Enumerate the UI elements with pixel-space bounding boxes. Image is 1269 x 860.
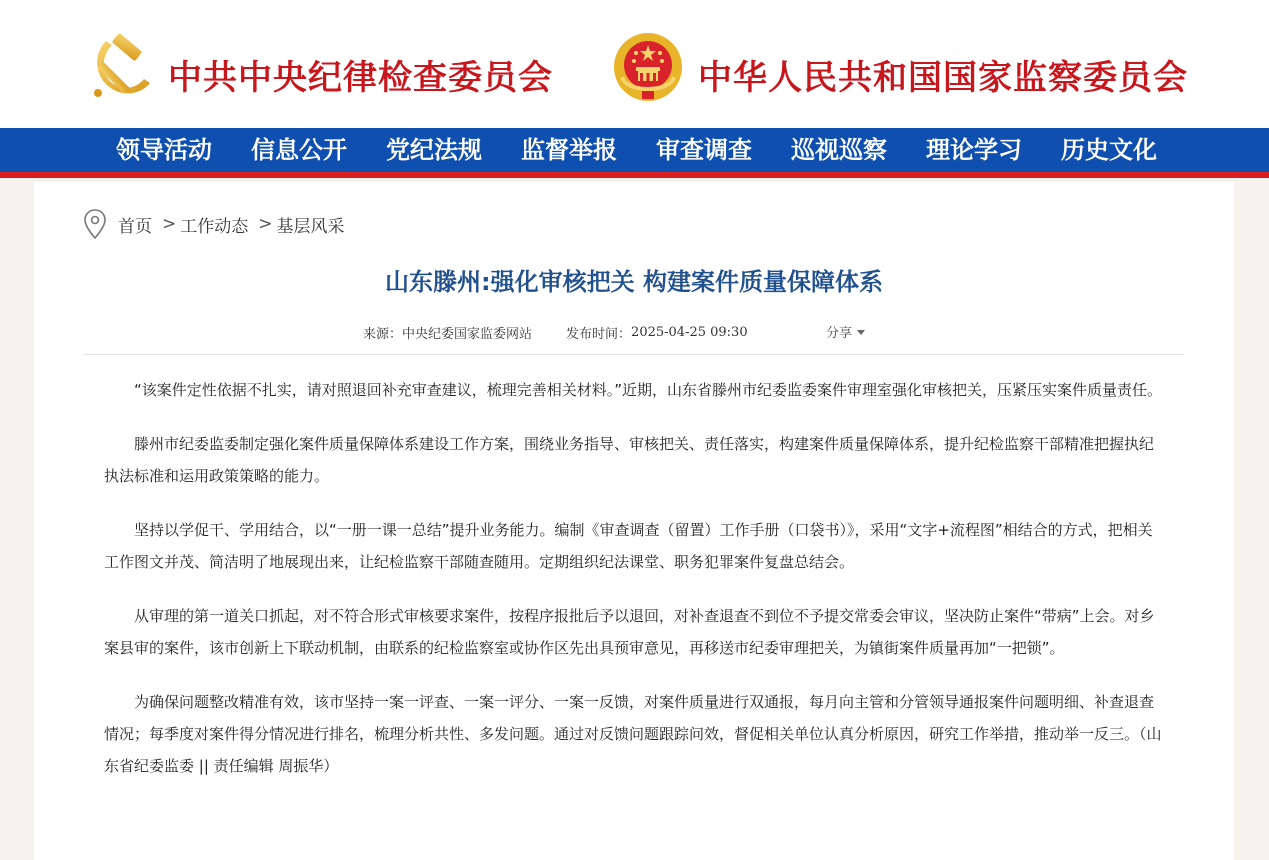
nav-item-supervision[interactable]: 监督举报 [521, 135, 617, 164]
location-pin-icon [84, 209, 106, 239]
main-nav [0, 128, 1269, 178]
paragraph: 坚持以学促干、学用结合，以“一册一课一总结”提升业务能力。编制《审查调查（留置）工作手册（口袋书）》，采用“文字+流程图”相结合的方式，把相关工作图文并茂、简洁明了地展现出来，让纪检监察干部随查随用。定期组织纪法课堂、职务犯罪案件复盘总结会。 [104, 521, 1153, 571]
nav-item-inspection[interactable]: 巡视巡察 [791, 135, 887, 164]
site-header [0, 0, 1269, 128]
nav-item-theory[interactable]: 理论学习 [926, 135, 1022, 164]
chevron-down-icon [857, 330, 865, 335]
nav-item-investigation[interactable]: 审查调查 [656, 135, 752, 164]
nsc-title: 中华人民共和国国家监察委员会 [698, 58, 1188, 98]
share-button[interactable] [826, 322, 865, 341]
divider [84, 354, 1184, 355]
paragraph: “该案件定性依据不扎实，请对照退回补充审查建议，梳理完善相关材料。”近期，山东省滕州市纪委监委案件审理室强化审核把关，压紧压实案件质量责任。 [134, 381, 1163, 399]
source-label: 来源： [363, 327, 403, 342]
breadcrumb-grassroots[interactable]: 基层风采 [276, 216, 345, 237]
breadcrumb-home[interactable]: 首页 [118, 216, 152, 237]
time-label: 发布时间： [566, 327, 632, 342]
nav-item-leadership[interactable]: 领导活动 [116, 135, 212, 164]
nav-item-history[interactable]: 历史文化 [1061, 135, 1157, 164]
paragraph: 从审理的第一道关口抓起，对不符合形式审核要求案件，按程序报批后予以退回，对补查退查不到位不予提交常委会审议，坚决防止案件“带病”上会。对乡案县审的案件，该市创新上下联动机制，由联系的纪检监察室或协作区先出具预审意见，再移送市纪委审理把关，为镇街案件质量再加“一把锁”。 [104, 607, 1155, 657]
share-label: 分享 [826, 326, 853, 341]
time-value: 2025-04-25 09:30 [631, 325, 748, 340]
article-title: 山东滕州:强化审核把关 构建案件质量保障体系 [385, 268, 883, 296]
nav-item-regulations[interactable]: 党纪法规 [386, 135, 482, 164]
nav-item-information[interactable]: 信息公开 [251, 135, 347, 164]
paragraph: 为确保问题整改精准有效，该市坚持一案一评查、一案一评分、一案一反馈，对案件质量进行双通报，每月向主管和分管领导通报案件问题明细、补查退查情况；每季度对案件得分情况进行排名，梳理分析共性、多发问题。通过对反馈问题跟踪问效，督促相关单位认真分析原因，研究工作举措，推动举一反三。（山东省纪委监委 || 责任编辑 周振华） [104, 693, 1162, 775]
article-meta [363, 323, 748, 342]
hammer-sickle-emblem-icon [86, 31, 156, 101]
paragraph: 滕州市纪委监委制定强化案件质量保障体系建设工作方案，围绕业务指导、审核把关、责任落实，构建案件质量保障体系，提升纪检监察干部精准把握执纪执法标准和运用政策策略的能力。 [104, 435, 1155, 485]
breadcrumb [84, 208, 345, 240]
article-container [34, 182, 1234, 860]
source-value: 中央纪委国家监委网站 [402, 327, 533, 342]
national-emblem-icon [612, 31, 684, 103]
breadcrumb-separator: > [258, 214, 273, 234]
article-body [104, 374, 1166, 804]
ccdi-title: 中共中央纪律检查委员会 [168, 58, 553, 98]
breadcrumb-separator: > [162, 214, 177, 234]
breadcrumb-work-news[interactable]: 工作动态 [180, 216, 249, 237]
